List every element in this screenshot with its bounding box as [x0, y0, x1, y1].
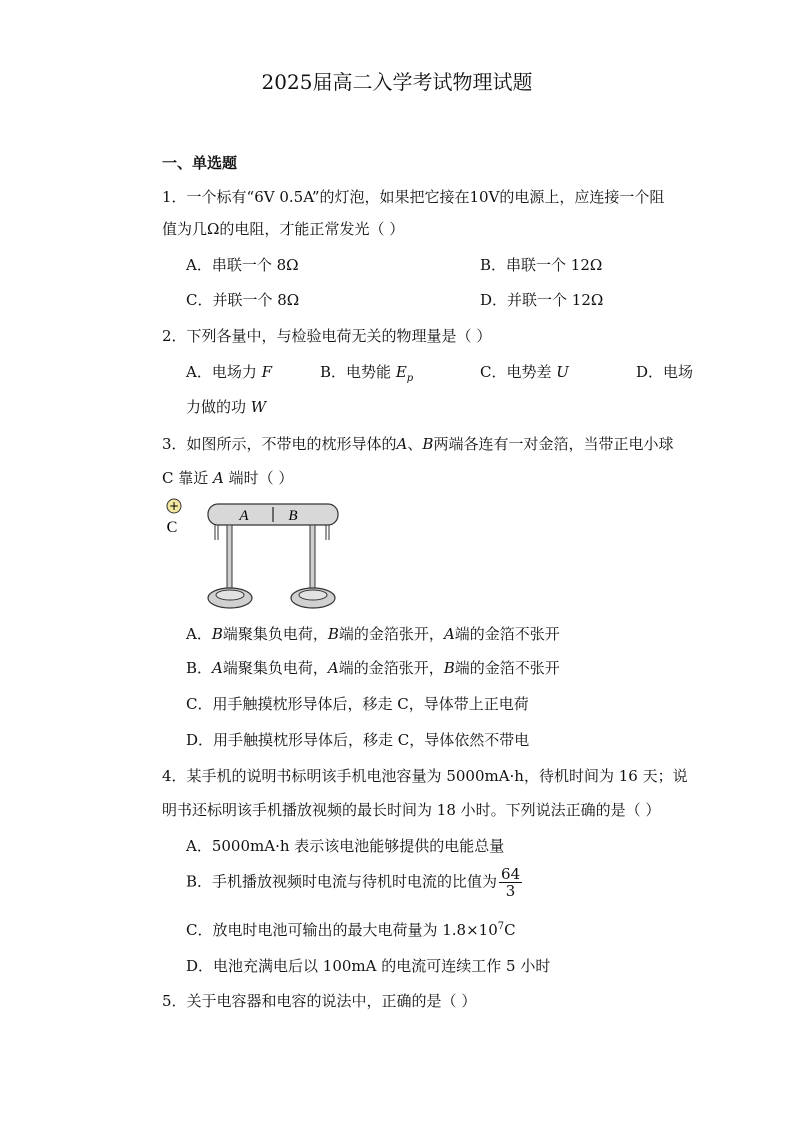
q3-line2-a: C 靠近	[162, 469, 209, 487]
charged-ball-sign: +	[168, 499, 180, 513]
q2-option-c-text: C．电势差	[480, 363, 552, 381]
q1-option-d: D．并联一个 12Ω	[480, 291, 604, 309]
q3-line2-b: 端时（ ）	[228, 469, 294, 487]
section-heading: 一、单选题	[162, 154, 238, 172]
q3-option-b-var1: A	[212, 659, 223, 677]
q3-option-d: D．用手触摸枕形导体后，移走 C，导体依然不带电	[186, 731, 530, 749]
q3-line1	[162, 433, 673, 454]
q3-option-a-var3: A	[443, 625, 455, 643]
q3-option-b-var2: A	[327, 659, 339, 677]
q3-option-a-text3: 端的金箔不张开	[454, 625, 560, 643]
q1-option-c: C．并联一个 8Ω	[186, 291, 300, 309]
q3-figure	[160, 494, 360, 618]
q2-option-b-sub: p	[406, 373, 414, 384]
q4-fraction-numerator: 64	[501, 865, 521, 883]
q3-option-a	[186, 623, 560, 644]
q2-line1: 2．下列各量中，与检验电荷无关的物理量是（ ）	[162, 327, 492, 345]
q3-line2-var-a: A	[213, 469, 224, 487]
q4-line2: 明书还标明该手机播放视频的最长时间为 18 小时。下列说法正确的是（ ）	[162, 801, 661, 819]
base-right-top	[299, 590, 327, 600]
q3-var-b: B	[422, 435, 434, 453]
q2-option-d-cont	[186, 396, 266, 417]
q4-fraction-denominator: 3	[505, 882, 516, 900]
base-left-top	[216, 590, 244, 600]
q3-option-b-text1: 端聚集负电荷，	[222, 659, 328, 677]
q2-option-d-cont-text: 力做的功	[186, 398, 247, 416]
q3-option-b	[186, 657, 560, 678]
q3-option-a-text2: 端的金箔张开，	[338, 625, 444, 643]
q3-line1-b: 两端各连有一对金箔，当带正电小球	[433, 435, 674, 453]
q2-option-b-var: E	[395, 363, 407, 381]
q4-option-c-text: C．放电时电池可输出的最大电荷量为 1.8×10	[186, 921, 498, 939]
ball-label: C	[166, 519, 178, 536]
q1-option-a: A．串联一个 8Ω	[186, 256, 299, 274]
conductor-label-b: B	[288, 508, 298, 524]
q4-option-d: D．电池充满电后以 100mA 的电流可连续工作 5 小时	[186, 957, 551, 975]
q2-option-a-text: A．电场力	[186, 363, 257, 381]
q2-option-a	[186, 361, 272, 382]
q1-line1: 1．一个标有“6V 0.5A”的灯泡，如果把它接在10V的电源上，应连接一个阻	[162, 188, 665, 206]
q2-option-d-var: W	[250, 398, 267, 416]
q4-option-c-exponent: 7	[497, 921, 505, 932]
q4-option-b	[186, 866, 522, 899]
q2-option-b-text: B．电势能	[320, 363, 392, 381]
q4-line1: 4．某手机的说明书标明该手机电池容量为 5000mA·h，待机时间为 16 天；说	[162, 767, 688, 785]
q5-line1: 5．关于电容器和电容的说法中，正确的是（ ）	[162, 992, 477, 1010]
q2-option-c-var: U	[556, 363, 569, 381]
q3-line1-a: 3．如图所示，不带电的枕形导体的	[162, 435, 397, 453]
stand-right	[310, 525, 315, 595]
q2-option-d: D．电场	[636, 363, 694, 381]
q3-option-a-label: A．	[186, 625, 212, 643]
q3-option-a-text1: 端聚集负电荷，	[222, 625, 328, 643]
conductor-label-a: A	[239, 508, 249, 524]
q3-option-a-var2: B	[327, 625, 339, 643]
q3-line2	[162, 467, 293, 488]
page-title: 2025届高二入学考试物理试题	[261, 70, 533, 94]
q3-option-b-text3: 端的金箔不张开	[454, 659, 560, 677]
q3-option-b-var3: B	[443, 659, 455, 677]
q1-option-b: B．串联一个 12Ω	[480, 256, 603, 274]
q4-option-c	[186, 919, 516, 940]
q3-option-b-label: B．	[186, 659, 213, 677]
q3-var-a: A	[396, 435, 408, 453]
q2-option-c	[480, 361, 569, 382]
q4-option-b-text: B．手机播放视频时电流与待机时电流的比值为	[186, 872, 498, 891]
q3-sep: 、	[407, 435, 423, 453]
q3-option-b-text2: 端的金箔张开，	[338, 659, 444, 677]
q4-option-b-fraction	[499, 866, 522, 899]
q2-option-b	[320, 361, 413, 384]
stand-left	[227, 525, 232, 595]
q4-option-c-unit: C	[504, 921, 516, 939]
q1-line2: 值为几Ω的电阻，才能正常发光（ ）	[162, 220, 405, 238]
q3-option-a-var1: B	[211, 625, 223, 643]
q2-option-a-var: F	[261, 363, 273, 381]
q4-option-a: A．5000mA·h 表示该电池能够提供的电能总量	[186, 837, 505, 855]
q3-option-c: C．用手触摸枕形导体后，移走 C，导体带上正电荷	[186, 695, 529, 713]
